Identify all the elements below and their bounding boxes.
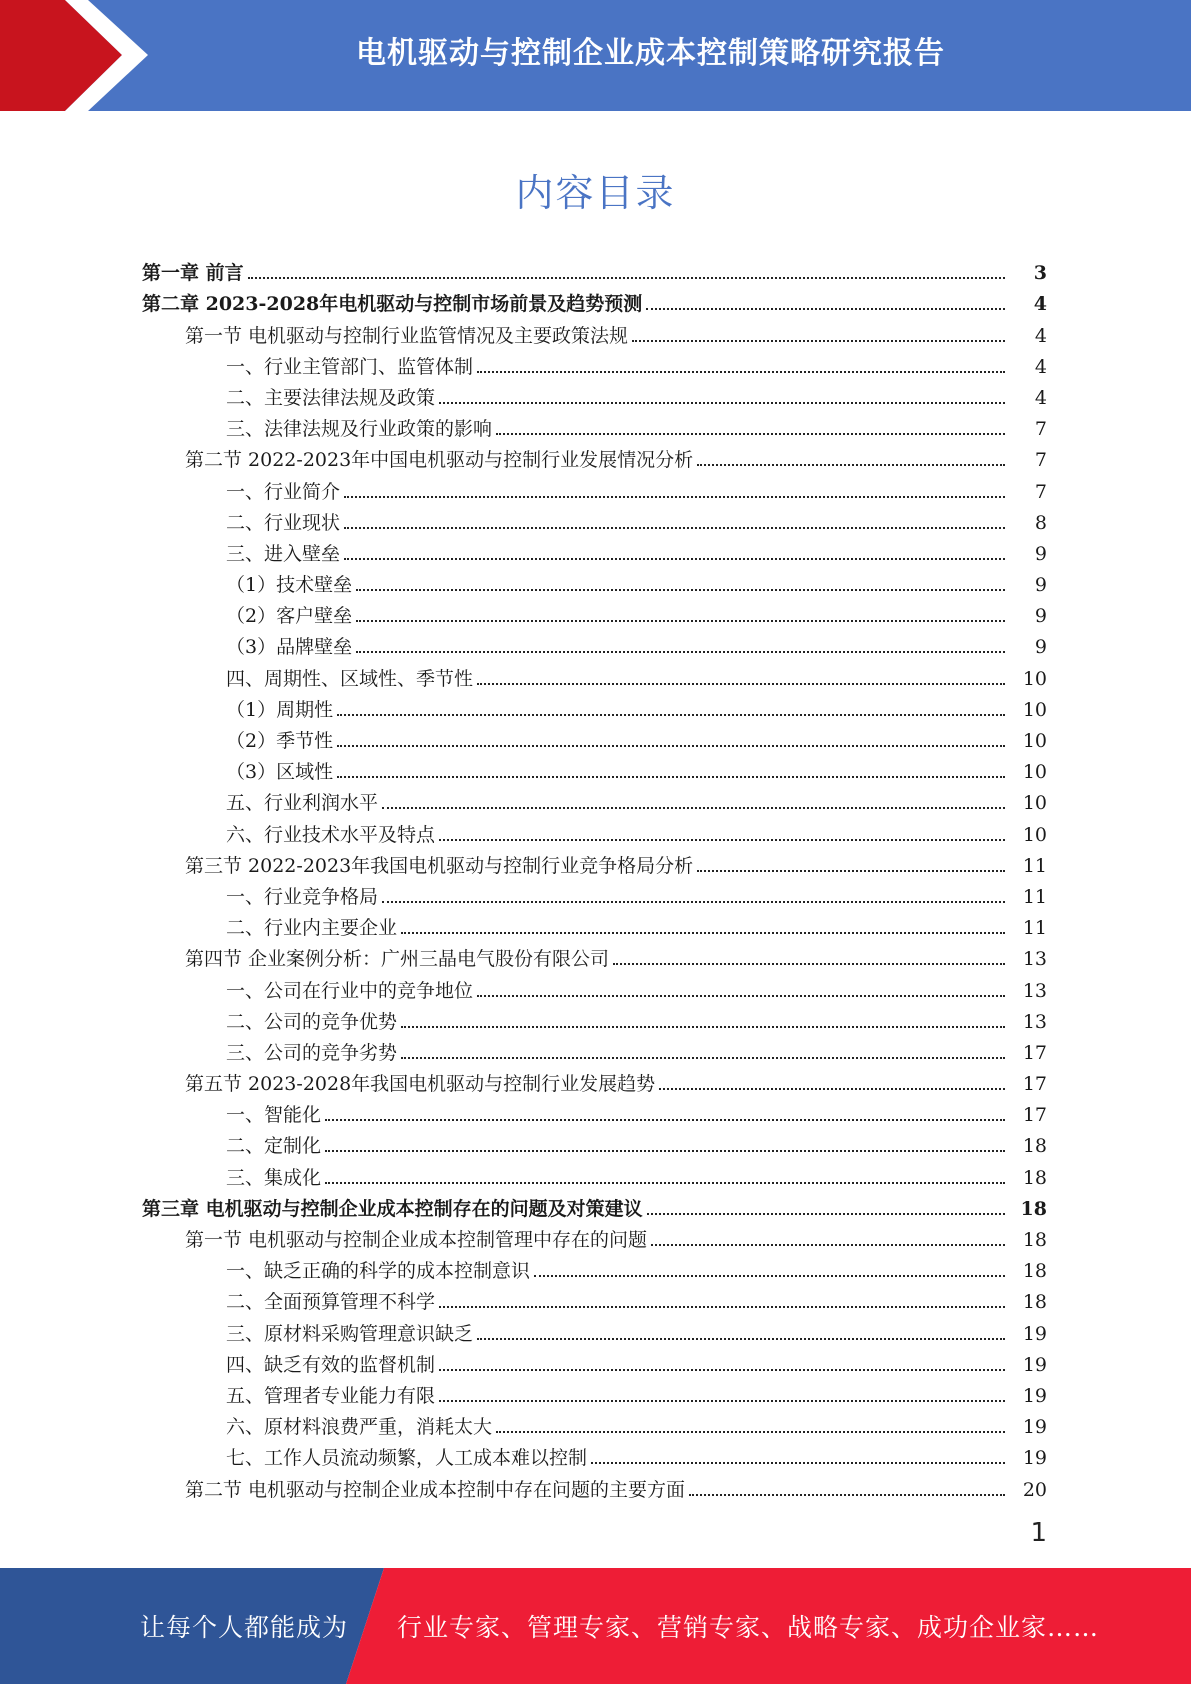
toc-entry[interactable]	[0, 1251, 1191, 1282]
toc-dot-leader	[325, 1149, 1005, 1152]
toc-entry-page: 9	[1034, 605, 1047, 628]
toc-entry[interactable]	[0, 1002, 1191, 1033]
toc-entry-text: （3）区域性	[226, 761, 334, 784]
toc-entry-text: 二、主要法律法规及政策	[226, 386, 436, 409]
toc-entry-text: 第二章 2023-2028年电机驱动与控制市场前景及趋势预测	[142, 293, 643, 316]
toc-entry[interactable]	[0, 752, 1191, 783]
toc-dot-leader	[325, 1181, 1005, 1184]
table-of-contents	[0, 253, 1191, 1501]
toc-entry[interactable]	[0, 409, 1191, 440]
toc-dot-leader	[632, 339, 1005, 342]
report-title: 电机驱动与控制企业成本控制策略研究报告	[356, 36, 945, 71]
toc-entry[interactable]	[0, 1313, 1191, 1344]
toc-dot-leader	[439, 838, 1005, 841]
toc-entry-page: 3	[1033, 262, 1047, 285]
toc-entry-text: 第四节 企业案例分析：广州三晶电气股份有限公司	[185, 948, 610, 971]
toc-entry-page: 10	[1022, 761, 1047, 784]
toc-entry-page: 19	[1022, 1322, 1047, 1345]
toc-entry[interactable]	[0, 1376, 1191, 1407]
toc-entry[interactable]	[0, 1033, 1191, 1064]
toc-dot-leader	[344, 557, 1005, 560]
toc-entry-page: 4	[1034, 324, 1047, 347]
toc-dot-leader	[477, 1337, 1005, 1340]
toc-entry-page: 4	[1034, 386, 1047, 409]
toc-entry[interactable]	[0, 939, 1191, 970]
toc-dot-leader	[689, 1493, 1005, 1496]
toc-entry[interactable]	[0, 1064, 1191, 1095]
toc-entry-page: 9	[1034, 574, 1047, 597]
toc-entry-page: 11	[1022, 917, 1047, 940]
toc-dot-leader	[496, 432, 1005, 435]
toc-dot-leader	[613, 962, 1005, 965]
toc-dot-leader	[496, 1430, 1005, 1433]
toc-entry-page: 11	[1022, 854, 1047, 877]
toc-entry-text: 一、公司在行业中的竞争地位	[226, 979, 474, 1002]
toc-entry-page: 10	[1022, 823, 1047, 846]
toc-entry[interactable]	[0, 1189, 1191, 1220]
toc-entry-text: （3）品牌壁垒	[226, 636, 353, 659]
toc-entry[interactable]	[0, 627, 1191, 658]
toc-entry-page: 18	[1020, 1197, 1047, 1220]
toc-entry-page: 18	[1022, 1291, 1047, 1314]
toc-entry-text: （2）季节性	[226, 730, 334, 752]
toc-entry[interactable]	[0, 814, 1191, 845]
toc-entry[interactable]	[0, 1345, 1191, 1376]
toc-entry-page: 10	[1022, 698, 1047, 721]
toc-dot-leader	[382, 900, 1005, 903]
toc-dot-leader	[382, 806, 1005, 809]
toc-entry-page: 10	[1022, 730, 1047, 752]
toc-entry-text: 第一章 前言	[142, 262, 244, 285]
toc-dot-leader	[401, 1025, 1005, 1028]
toc-entry-page: 17	[1022, 1073, 1047, 1096]
toc-heading: 内容目录	[515, 171, 676, 215]
toc-dot-leader	[401, 1056, 1005, 1059]
toc-dot-leader	[325, 1118, 1005, 1121]
toc-dot-leader	[439, 1399, 1005, 1402]
toc-dot-leader	[401, 931, 1005, 934]
toc-entry-text: 第一节 电机驱动与控制企业成本控制管理中存在的问题	[185, 1229, 648, 1251]
toc-entry-text: 五、管理者专业能力有限	[226, 1384, 436, 1407]
toc-entry[interactable]	[0, 783, 1191, 814]
toc-dot-leader	[647, 1212, 1005, 1215]
toc-dot-leader	[646, 307, 1005, 310]
toc-dot-leader	[439, 1305, 1005, 1308]
toc-entry-page: 17	[1022, 1104, 1047, 1127]
toc-entry-text: 三、原材料采购管理意识缺乏	[226, 1322, 474, 1345]
toc-entry[interactable]	[0, 440, 1191, 471]
toc-entry-text: 一、行业简介	[226, 480, 341, 503]
toc-entry-text: 第三节 2022-2023年我国电机驱动与控制行业竞争格局分析	[185, 854, 694, 877]
toc-entry-page: 13	[1022, 979, 1047, 1002]
toc-entry-page: 19	[1022, 1384, 1047, 1407]
toc-entry-text: 二、行业现状	[226, 511, 341, 534]
toc-entry-text: 二、行业内主要企业	[226, 917, 398, 940]
toc-entry[interactable]	[0, 658, 1191, 689]
toc-entry-page: 7	[1034, 480, 1047, 503]
toc-dot-leader	[344, 526, 1005, 529]
toc-entry[interactable]	[0, 471, 1191, 502]
toc-entry-page: 7	[1034, 418, 1047, 441]
toc-entry-page: 18	[1022, 1229, 1047, 1251]
toc-entry-text: 四、缺乏有效的监督机制	[226, 1353, 436, 1376]
header-banner	[0, 0, 1191, 111]
toc-entry-text: 三、公司的竞争劣势	[226, 1041, 398, 1064]
toc-entry-text: 第一节 电机驱动与控制行业监管情况及主要政策法规	[185, 324, 629, 347]
toc-entry-text: 三、进入壁垒	[226, 542, 341, 565]
toc-entry[interactable]	[0, 1157, 1191, 1188]
toc-entry[interactable]	[0, 565, 1191, 596]
toc-dot-leader	[659, 1087, 1005, 1090]
toc-entry[interactable]	[0, 1469, 1191, 1500]
toc-entry-text: 一、智能化	[226, 1104, 322, 1127]
toc-dot-leader	[337, 713, 1005, 716]
toc-dot-leader	[477, 682, 1005, 685]
toc-dot-leader	[477, 994, 1005, 997]
toc-entry[interactable]	[0, 970, 1191, 1001]
toc-entry-page: 4	[1033, 293, 1047, 316]
toc-entry[interactable]	[0, 721, 1191, 752]
toc-entry[interactable]	[0, 690, 1191, 721]
toc-entry[interactable]	[0, 908, 1191, 939]
toc-entry-page: 8	[1034, 511, 1047, 534]
header-chevron-icon	[0, 0, 160, 111]
toc-entry[interactable]	[0, 846, 1191, 877]
toc-entry-text: 二、定制化	[226, 1135, 322, 1158]
toc-entry-text: 第三章 电机驱动与控制企业成本控制存在的问题及对策建议	[142, 1197, 643, 1220]
toc-entry-text: 一、行业主管部门、监管体制	[226, 355, 474, 378]
toc-entry[interactable]	[0, 534, 1191, 565]
toc-dot-leader	[534, 1274, 1005, 1277]
toc-entry-page: 19	[1022, 1447, 1047, 1470]
toc-entry-text: 二、全面预算管理不科学	[226, 1291, 436, 1314]
toc-entry[interactable]	[0, 1095, 1191, 1126]
toc-dot-leader	[439, 401, 1005, 404]
toc-entry-text: 第二节 电机驱动与控制企业成本控制中存在问题的主要方面	[185, 1478, 686, 1501]
toc-entry-text: （2）客户壁垒	[226, 605, 353, 628]
footer-slogan-left: 让每个人都能成为	[140, 1613, 349, 1642]
toc-entry-page: 9	[1034, 542, 1047, 565]
toc-entry[interactable]	[0, 378, 1191, 409]
toc-entry[interactable]	[0, 596, 1191, 627]
toc-entry-text: （1）技术壁垒	[226, 574, 353, 597]
toc-entry[interactable]	[0, 1407, 1191, 1438]
toc-entry[interactable]	[0, 1126, 1191, 1157]
toc-entry-text: 七、工作人员流动频繁，人工成本难以控制	[226, 1447, 588, 1470]
toc-dot-leader	[356, 650, 1005, 653]
toc-dot-leader	[356, 619, 1005, 622]
toc-entry-page: 18	[1022, 1135, 1047, 1158]
toc-entry-text: 三、法律法规及行业政策的影响	[226, 418, 493, 441]
footer-slogan-right: 行业专家、管理专家、营销专家、战略专家、成功企业家……	[397, 1613, 1100, 1642]
toc-entry[interactable]	[0, 877, 1191, 908]
toc-entry-page: 13	[1022, 948, 1047, 971]
toc-entry-text: 三、集成化	[226, 1166, 322, 1189]
toc-dot-leader	[591, 1461, 1005, 1464]
toc-entry[interactable]	[0, 253, 1191, 284]
toc-entry-page: 9	[1034, 636, 1047, 659]
toc-entry[interactable]	[0, 1438, 1191, 1469]
toc-entry-text: 四、周期性、区域性、季节性	[226, 667, 474, 690]
toc-entry-page: 18	[1022, 1260, 1047, 1283]
toc-entry-text: 一、缺乏正确的科学的成本控制意识	[226, 1260, 531, 1283]
toc-entry-page: 11	[1022, 885, 1047, 908]
toc-entry[interactable]	[0, 503, 1191, 534]
footer-banner	[0, 1568, 1191, 1684]
toc-entry-page: 10	[1022, 792, 1047, 815]
toc-entry-text: 五、行业利润水平	[226, 792, 379, 815]
toc-entry-page: 19	[1022, 1353, 1047, 1376]
toc-entry-page: 7	[1034, 449, 1047, 472]
toc-entry-page: 18	[1022, 1166, 1047, 1189]
toc-dot-leader	[337, 775, 1005, 778]
toc-entry-text: 六、原材料浪费严重，消耗太大	[226, 1416, 493, 1439]
toc-entry-text: 第五节 2023-2028年我国电机驱动与控制行业发展趋势	[185, 1073, 656, 1096]
toc-dot-leader	[337, 744, 1005, 747]
toc-dot-leader	[697, 463, 1005, 466]
toc-entry-page: 19	[1022, 1416, 1047, 1439]
toc-entry-page: 4	[1034, 355, 1047, 378]
toc-dot-leader	[697, 869, 1005, 872]
page-number: 1	[1030, 1518, 1047, 1548]
toc-entry-text: （1）周期性	[226, 698, 334, 721]
toc-entry-page: 17	[1022, 1041, 1047, 1064]
toc-entry-text: 一、行业竞争格局	[226, 885, 379, 908]
toc-entry-page: 10	[1022, 667, 1047, 690]
toc-entry-text: 第二节 2022-2023年中国电机驱动与控制行业发展情况分析	[185, 449, 694, 472]
toc-entry-text: 二、公司的竞争优势	[226, 1010, 398, 1033]
toc-dot-leader	[248, 276, 1005, 279]
toc-entry-page: 20	[1022, 1478, 1047, 1501]
toc-entry-page: 13	[1022, 1010, 1047, 1033]
toc-dot-leader	[477, 370, 1005, 373]
toc-entry[interactable]	[0, 315, 1191, 346]
toc-entry-text: 六、行业技术水平及特点	[226, 823, 436, 846]
toc-dot-leader	[344, 495, 1005, 498]
toc-entry[interactable]	[0, 1220, 1191, 1251]
toc-dot-leader	[356, 588, 1005, 591]
toc-entry[interactable]	[0, 347, 1191, 378]
toc-entry[interactable]	[0, 284, 1191, 315]
toc-dot-leader	[439, 1368, 1005, 1371]
toc-dot-leader	[651, 1243, 1005, 1246]
toc-entry[interactable]	[0, 1282, 1191, 1313]
